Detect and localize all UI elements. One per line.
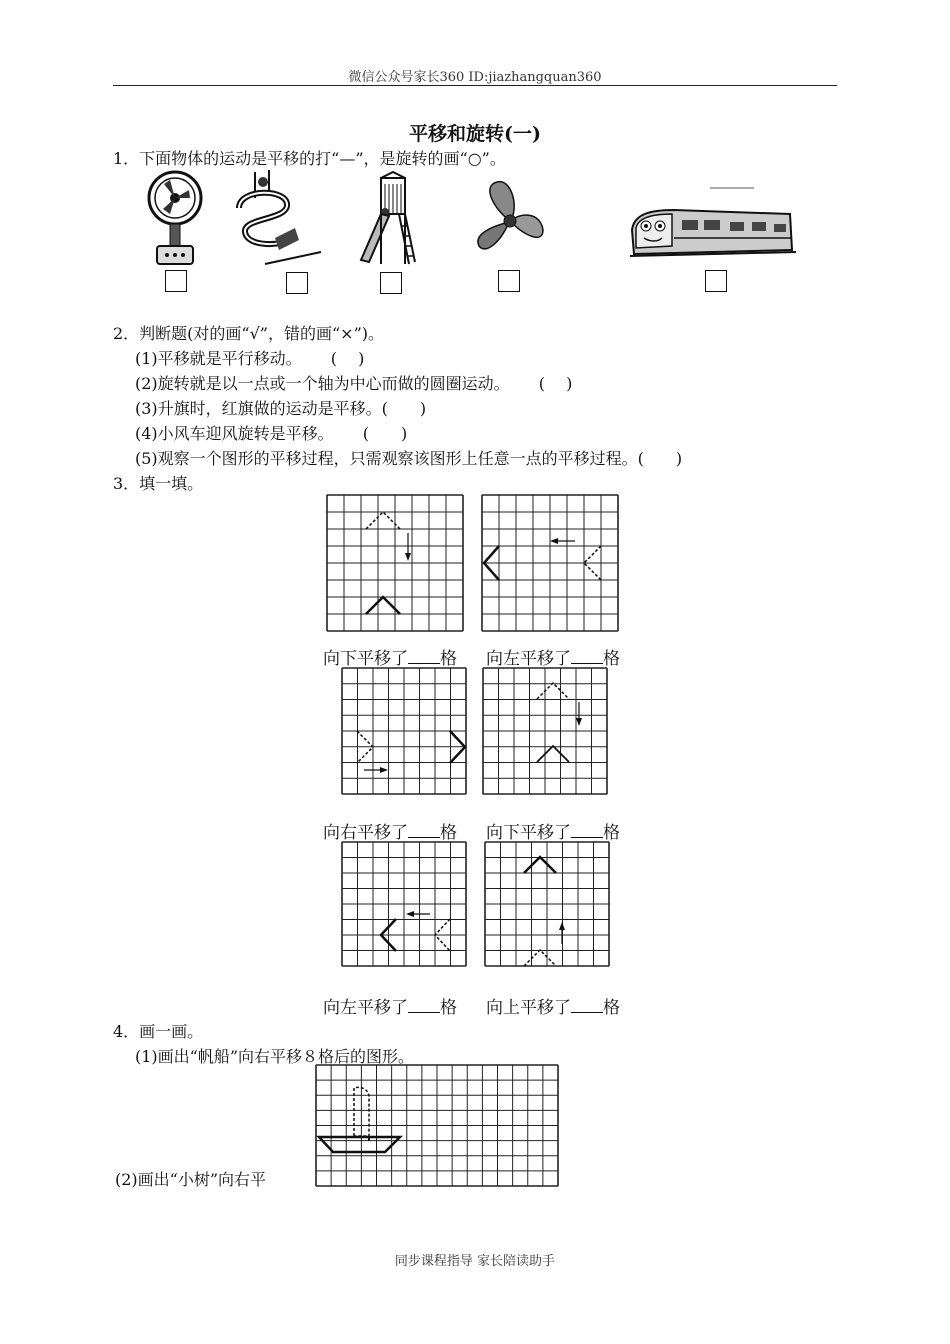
answer-blank[interactable]: [571, 823, 603, 838]
q2-item-2: (2)旋转就是以一点或一个轴为中心而做的圆圈运动。 ( ): [135, 374, 573, 393]
moved-triangle: [524, 857, 556, 873]
grid-2-caption: [486, 644, 620, 669]
grid-6: [485, 842, 610, 967]
grid-5-caption: [323, 993, 457, 1018]
grid-3: [342, 668, 467, 795]
caption-unit: 格: [440, 823, 457, 843]
fan-icon: [140, 170, 210, 270]
grid-lines: [342, 668, 466, 794]
q1-answer-box-playground-slide[interactable]: [380, 272, 402, 294]
answer-blank[interactable]: [408, 823, 440, 838]
grid-1-caption: [323, 644, 457, 669]
grid-1: [327, 495, 464, 632]
q2-prompt: 2．判断题(对的画“√”，错的画“×”)。: [113, 324, 384, 343]
original-triangle: [524, 950, 556, 966]
q4-prompt: 4．画一画。: [113, 1022, 204, 1041]
grid-4: [483, 668, 608, 795]
playground-slide-icon: [355, 172, 417, 268]
caption-unit: 格: [603, 649, 620, 669]
answer-blank[interactable]: [408, 998, 440, 1013]
spiral-slide-icon: [225, 168, 325, 270]
caption-text: 向右平移了: [323, 823, 408, 843]
q1-answer-box-spiral-slide[interactable]: [286, 272, 308, 294]
grid-lines: [485, 842, 609, 966]
caption-unit: 格: [603, 823, 620, 843]
q2-item-1: (1)平移就是平行移动。 ( ): [135, 349, 365, 368]
answer-blank[interactable]: [408, 649, 440, 664]
original-triangle: [537, 683, 569, 699]
q4-sub-1: (1)画出“帆船”向右平移８格后的图形。: [135, 1047, 415, 1066]
answer-blank[interactable]: [571, 649, 603, 664]
page-title: 平移和旋转(一): [409, 123, 541, 145]
caption-text: 向左平移了: [323, 998, 408, 1018]
caption-unit: 格: [440, 998, 457, 1018]
grid-lines: [316, 1065, 558, 1186]
header-rule: [113, 85, 837, 86]
grid-lines: [342, 842, 466, 966]
grid-6-caption: [486, 993, 620, 1018]
train-icon: [630, 184, 796, 264]
caption-unit: 格: [603, 998, 620, 1018]
q1-answer-box-fan[interactable]: [165, 270, 187, 292]
q2-item-3: (3)升旗时，红旗做的运动是平移。( ): [135, 399, 427, 418]
propeller-icon: [475, 180, 545, 264]
page-header: 微信公众号家长360 ID:jiazhangquan360: [348, 70, 602, 85]
grid-3-caption: [323, 818, 457, 843]
grid-2: [482, 495, 619, 632]
grid-lines: [483, 668, 607, 794]
caption-text: 向下平移了: [323, 649, 408, 669]
moved-triangle: [537, 746, 569, 762]
q2-item-4: (4)小风车迎风旋转是平移。 ( ): [135, 424, 408, 443]
q2-item-5: (5)观察一个图形的平移过程，只需观察该图形上任意一点的平移过程。( ): [135, 449, 683, 468]
sailboat-grid[interactable]: [316, 1065, 559, 1187]
q3-prompt: 3．填一填。: [113, 474, 204, 493]
q1-answer-box-train[interactable]: [705, 270, 727, 292]
q4-sub-2: (2)画出“小树”向右平: [115, 1170, 267, 1189]
grid-lines: [482, 495, 618, 631]
caption-text: 向上平移了: [486, 998, 571, 1018]
caption-text: 向左平移了: [486, 649, 571, 669]
answer-blank[interactable]: [571, 998, 603, 1013]
q1-prompt: 1．下面物体的运动是平移的打“—”，是旋转的画“○”。: [113, 149, 506, 168]
grid-5: [342, 842, 467, 967]
caption-unit: 格: [440, 649, 457, 669]
page-footer: 同步课程指导 家长陪读助手: [394, 1254, 556, 1269]
caption-text: 向下平移了: [486, 823, 571, 843]
q1-answer-box-propeller[interactable]: [498, 270, 520, 292]
grid-4-caption: [486, 818, 620, 843]
